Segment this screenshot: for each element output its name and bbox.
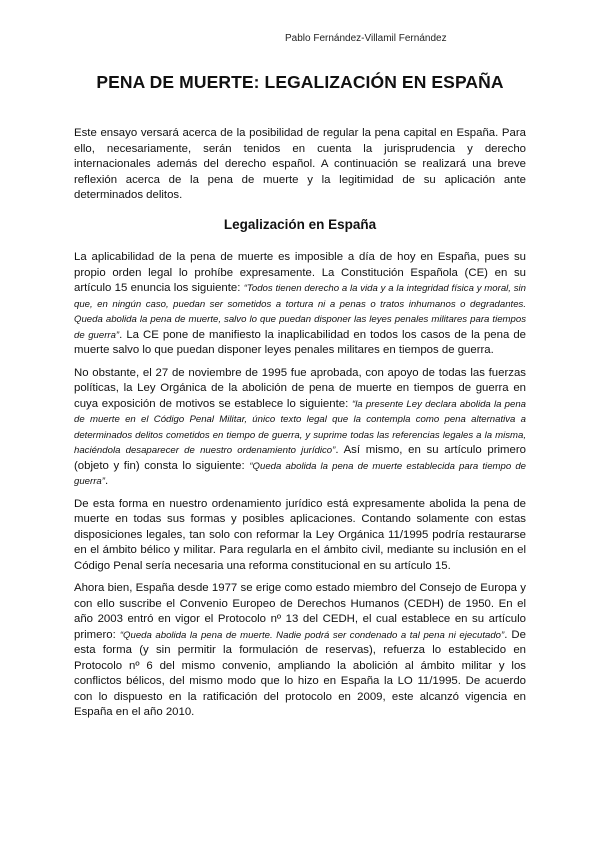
constitution-quote: “Todos tienen derecho a la vida y a la integridad física y moral, sin que, en ningún caso, puedan ser sometidos a tortura ni a penas o tratos inhumanos o degradantes. Queda abolida la pena de muerte, salvo lo que puedan disponer las leyes penales militares para tiempos de guerra” xyxy=(74,283,526,341)
paragraph-2-text-a: No obstante, el 27 de noviembre de 1995 fue aprobada, con apoyo de todas las fuerzas políticas, la Ley Orgánica de la abolición de pena de muerte en tiempos de guerra en cuya exposición de motivos se establece lo siguiente: xyxy=(74,366,526,410)
law-article-quote: “Queda abolida la pena de muerte establecida para tiempo de guerra” xyxy=(74,460,526,487)
paragraph-2 xyxy=(74,366,526,490)
paragraph-1-text-a: La aplicabilidad de la pena de muerte es imposible a día de hoy en España, pues su propio orden legal lo prohíbe expresamente. La Constitución Española (CE) en su artículo 15 enuncia los siguiente: xyxy=(74,251,526,294)
paragraph-4 xyxy=(74,581,526,721)
law-preamble-quote: “la presente Ley declara abolida la pena de muerte en el Código Penal Militar, único texto legal que la contempla como pena alternativa a determinados delitos cometidos en tiempo de guerra, y suprime todas las referencias legales a la misma, haciéndola desaparecer de nuestro ordenamiento jurídico” xyxy=(74,398,526,456)
intro-section xyxy=(74,126,526,211)
paragraph-4-text-a: Ahora bien, España desde 1977 se erige como estado miembro del Consejo de Europa y con ello suscribe el Convenio Europeo de Derechos Humanos (CEDH) de 1950. En el año 2003 entró en vigor el Protocolo nº 13 del CEDH, el cual establece en su artículo primero: xyxy=(74,582,526,641)
paragraph-2-text-c: . xyxy=(104,475,109,487)
paragraph-2-text-b: . Así mismo, en su artículo primero (objeto y fin) consta lo siguiente: xyxy=(74,444,526,472)
paragraph-3: De esta forma en nuestro ordenamiento jurídico está expresamente abolida la pena de muerte en todas sus formas y posibles aplicaciones. Contando solamente con estas disposiciones legales, tan solo con reformar la Ley Orgánica 11/1995 podría restaurarse en el ámbito bélico y militar. Para regularla en el ámbito civil, mediante su inclusión en el Código Penal sería necesaria una reforma constitucional en su artículo 15. xyxy=(74,497,526,572)
author-name: Pablo Fernández-Villamil Fernández xyxy=(285,33,447,44)
paragraph-1 xyxy=(74,250,526,359)
protocol-quote: “Queda abolida la pena de muerte. Nadie podrá ser condenado a tal pena ni ejecutado” xyxy=(119,629,505,641)
intro-paragraph: Este ensayo versará acerca de la posibilidad de regular la pena capital en España. Para ello, necesariamente, serán tenidos en cuenta la jurisprudencia y derecho internacionales además del derecho español. A continuación se realizará una breve reflexión acerca de la pena de muerte y la legitimidad de su aplicación ante determinados delitos. xyxy=(74,127,526,201)
paragraph-4-text-b: . De esta forma (y sin permitir la formulación de reservas), refuerza lo establecido en Protocolo nº 6 del mismo convenio, ampliando la abolición al ámbito militar y los conflictos bélicos, del mismo modo que lo hizo en España la LO 11/1995. De acuerdo con lo dispuesto en la ratificación del protocolo en 2009, este alcanzó vigencia en España en el año 2010. xyxy=(74,628,526,718)
paragraph-1-text-b: . La CE pone de manifiesto la inaplicabilidad en todos los casos de la pena de muerte salvo lo que puedan disponer leyes penales militares en tiempos de guerra. xyxy=(74,328,527,356)
section-body xyxy=(74,250,526,728)
section-title: Legalización en España xyxy=(223,217,377,232)
document-title: PENA DE MUERTE: LEGALIZACIÓN EN ESPAÑA xyxy=(96,72,504,92)
